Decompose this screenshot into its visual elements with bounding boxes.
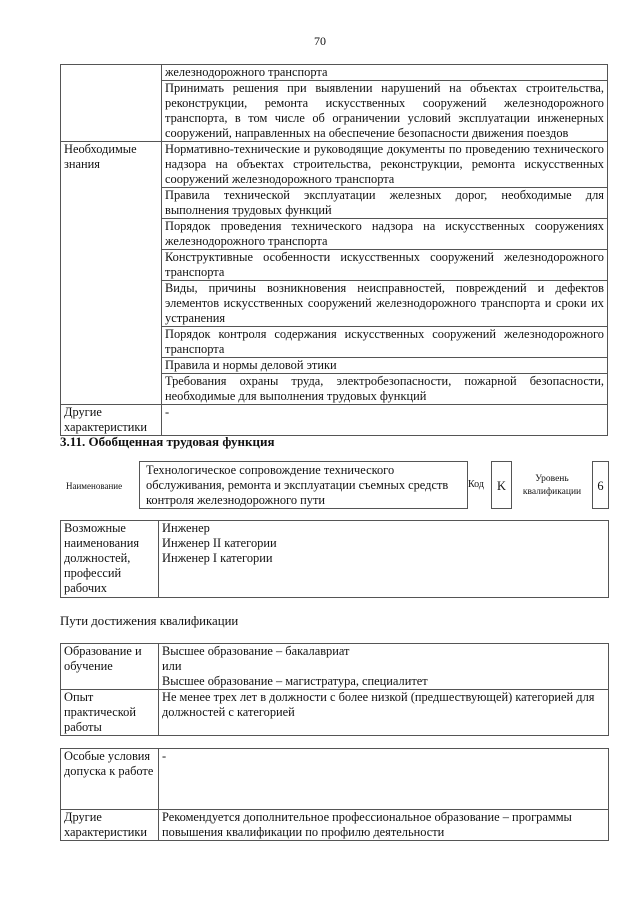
other-label: Другие характеристики [61, 405, 162, 436]
generalized-function-row [60, 461, 609, 511]
continuation-cell: железнодорожного транспорта [162, 65, 608, 81]
knowledge-table [60, 64, 608, 436]
position-item: Инженер [162, 521, 210, 535]
other-value: - [162, 405, 608, 436]
knowledge-item: Правила и нормы деловой этики [162, 358, 608, 374]
page-number: 70 [314, 34, 326, 48]
level-value: 6 [592, 461, 609, 509]
qualification-paths-table [60, 643, 609, 736]
code-label: Код [468, 479, 484, 490]
positions-label: Возможные наименования должностей, профессий рабочих [61, 521, 159, 598]
knowledge-item: Требования охраны труда, электробезопасности, пожарной безопасности, необходимые для выполнения трудовых функций [162, 374, 608, 405]
other-characteristics-label: Другие характеристики [61, 810, 159, 841]
paths-title: Пути достижения квалификации [60, 614, 239, 628]
name-label: Наименование [66, 481, 123, 491]
table-row [61, 65, 608, 81]
positions-table [60, 520, 609, 598]
positions-values [159, 521, 609, 598]
table-row [61, 690, 609, 736]
section-title: 3.11. Обобщенная трудовая функция [60, 434, 275, 449]
position-item: Инженер I категории [162, 551, 273, 565]
knowledge-item: Порядок контроля содержания искусственных сооружений железнодорожного транспорта [162, 327, 608, 358]
experience-value: Не менее трех лет в должности с более низкой (предшествующей) категорией для должностей с категорией [159, 690, 609, 736]
table-row [61, 142, 608, 188]
conditions-table [60, 748, 609, 841]
knowledge-item: Правила технической эксплуатации железных дорог, необходимые для выполнения трудовых функций [162, 188, 608, 219]
table-row [61, 644, 609, 690]
table-row [61, 749, 609, 810]
empty-label-cell [61, 65, 162, 142]
position-item: Инженер II категории [162, 536, 277, 550]
table-row [61, 405, 608, 436]
table-row [61, 810, 609, 841]
special-conditions-value: - [159, 749, 609, 810]
education-values [159, 644, 609, 690]
code-value: K [491, 461, 512, 509]
education-line: или [162, 659, 182, 673]
knowledge-item: Нормативно-технические и руководящие документы по проведению технического надзора на объектах строительства, реконструкции, ремонта искусственных сооружений железнодорожного транспорта [162, 142, 608, 188]
knowledge-label: Необходимые знания [61, 142, 162, 405]
function-name: Технологическое сопровождение технического обслуживания, ремонта и эксплуатации съемных средств контроля железнодорожного пути [139, 461, 468, 509]
knowledge-item: Конструктивные особенности искусственных сооружений железнодорожного транспорта [162, 250, 608, 281]
education-line: Высшее образование – бакалавриат [162, 644, 350, 658]
table-row [61, 521, 609, 598]
knowledge-item: Виды, причины возникновения неисправностей, повреждений и дефектов элементов искусственных сооружений железнодорожного транспорта и сроки их устранения [162, 281, 608, 327]
other-characteristics-value: Рекомендуется дополнительное профессиональное образование – программы повышения квалификации по профилю деятельности [159, 810, 609, 841]
experience-label: Опыт практической работы [61, 690, 159, 736]
level-label: Уровень квалификации [522, 474, 582, 497]
skill-cell: Принимать решения при выявлении нарушений на объектах строительства, реконструкции, ремонта искусственных сооружений железнодорожного транспорта, в том числе об ограничении условий эксплуатации инженерных сооружений, направленных на обеспечение безопасности движения поездов [162, 81, 608, 142]
education-line: Высшее образование – магистратура, специалитет [162, 674, 428, 688]
education-label: Образование и обучение [61, 644, 159, 690]
special-conditions-label: Особые условия допуска к работе [61, 749, 159, 810]
knowledge-item: Порядок проведения технического надзора на искусственных сооружениях железнодорожного транспорта [162, 219, 608, 250]
